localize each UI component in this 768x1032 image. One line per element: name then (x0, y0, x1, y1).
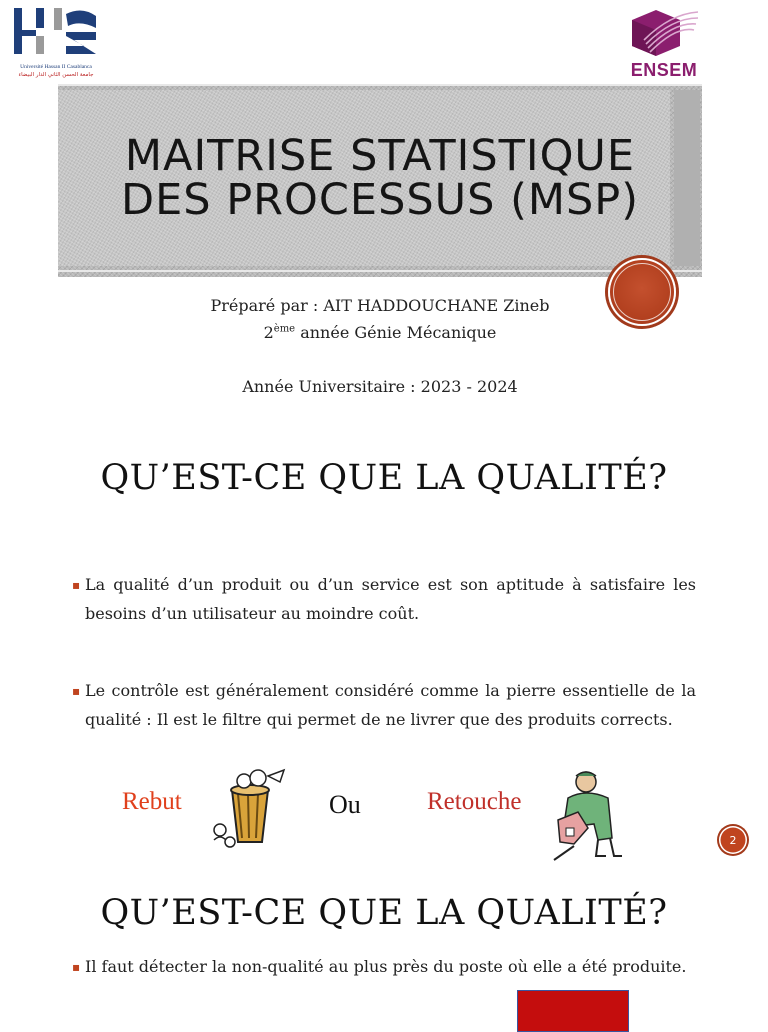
slide-title-line2: DES PROCESSUS (MSP) (121, 175, 639, 225)
decorative-red-circle (608, 258, 676, 326)
academic-year: Année Universitaire : 2023 - 2024 (242, 377, 518, 396)
red-box-graphic (517, 990, 629, 1032)
uh2-mark-icon (10, 6, 102, 64)
bullet-detect-nonquality: ▪ Il faut détecter la non-qualité au plus près du poste où elle a été produite. (72, 952, 696, 981)
prepared-by: Préparé par : AIT HADDOUCHANE Zineb (210, 296, 550, 315)
study-year: 2ème année Génie Mécanique (263, 323, 497, 342)
slide-title-line1: MAITRISE STATISTIQUE (124, 131, 636, 181)
repair-worker-icon (548, 768, 624, 862)
bullet-marker-icon: ▪ (72, 684, 81, 698)
slide-title (58, 131, 702, 225)
bullet-marker-icon: ▪ (72, 578, 81, 592)
uh2-caption-ar: جامعة الحسن الثاني الدار البيضاء (18, 72, 94, 78)
bullet-quality-definition: ▪ La qualité d’un produit ou d’un service est son aptitude à satisfaire les besoins d’un utilisateur au moindre coût. (72, 570, 696, 628)
section-title-quality: QU’EST-CE QUE LA QUALITÉ? (100, 458, 668, 498)
bullet-control: ▪ Le contrôle est généralement considéré comme la pierre essentielle de la qualité : Il est le filtre qui permet de ne livrer que des produits corrects. (72, 676, 696, 734)
ensem-text: ENSEM (630, 60, 698, 80)
title-banner (58, 84, 702, 277)
rebut-label: Rebut (122, 788, 182, 815)
ensem-logo (626, 6, 702, 78)
page-number-badge: 2 (719, 826, 747, 854)
ensem-cube-icon (626, 6, 702, 60)
bullet-marker-icon: ▪ (72, 960, 81, 974)
ou-label: Ou (329, 790, 361, 819)
section-title-quality-2: QU’EST-CE QUE LA QUALITÉ? (100, 893, 668, 933)
uh2-logo (10, 6, 102, 82)
retouche-label: Retouche (427, 788, 522, 815)
trash-bin-icon (206, 768, 290, 852)
uh2-caption-fr: Université Hassan II Casablanca (20, 64, 92, 70)
